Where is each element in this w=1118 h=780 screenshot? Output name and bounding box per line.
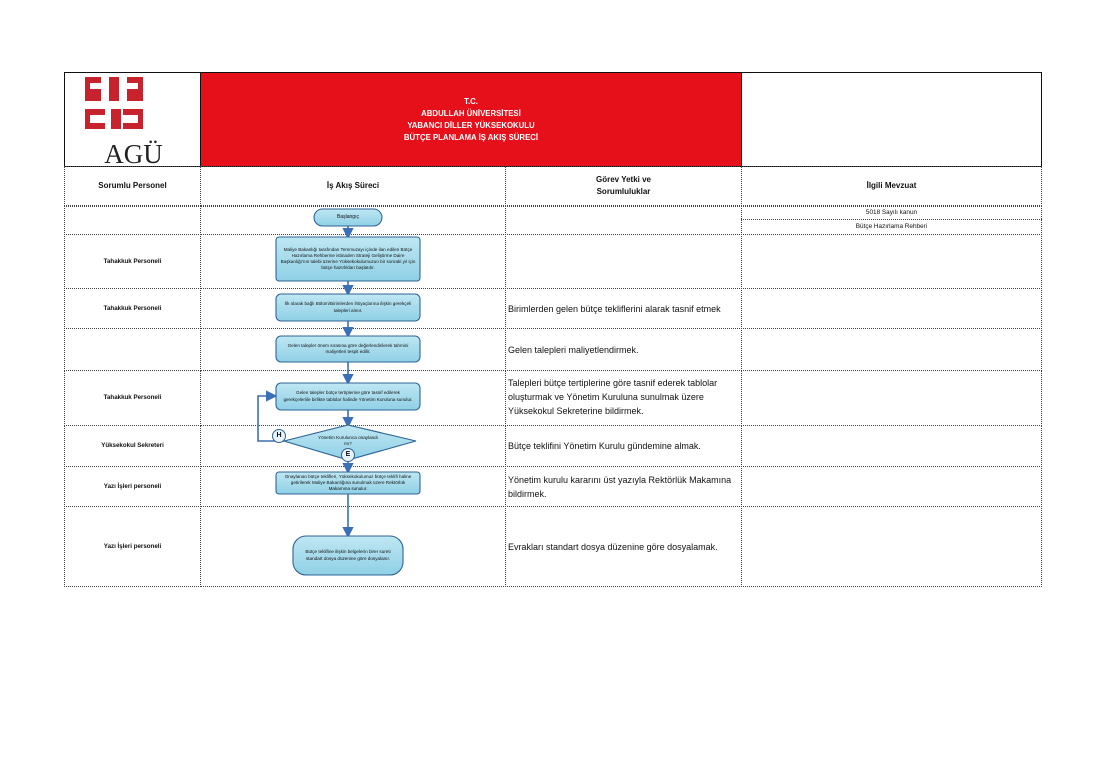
row-personnel: Yazı İşleri personeli — [103, 482, 162, 490]
col-header-process: İş Akış Süreci — [200, 166, 506, 206]
row-personnel: Tahakkuk Personeli — [103, 257, 162, 265]
start-label: Başlangıç — [337, 214, 359, 221]
title-line-1: T.C. — [464, 96, 478, 106]
legislation-item: 5018 Sayılı kanun — [865, 209, 918, 216]
title-line-4: BÜTÇE PLANLAMA İŞ AKIŞ SÜRECİ — [403, 132, 539, 142]
col-header-personnel: Sorumlu Personel — [64, 166, 201, 206]
no-label: H — [276, 431, 282, 439]
legislation-item: Bütçe Hazırlama Rehberi — [855, 223, 928, 230]
row-personnel: Tahakkuk Personeli — [103, 304, 162, 312]
row-personnel: Tahakkuk Personeli — [103, 394, 162, 401]
row-personnel: Yazı İşleri personeli — [103, 542, 162, 550]
row-personnel: Yüksekokul Sekreteri — [101, 442, 164, 449]
title-line-3: YABANCI DİLLER YÜKSEKOKULU — [407, 120, 535, 130]
title-line-2: ABDULLAH ÜNİVERSİTESİ — [421, 108, 521, 118]
row-task: Bütçe teklifini Yönetim Kurulu gündemine almak. — [508, 441, 701, 451]
step-2-text: İlk olarak bağlı Bölüm/Birimlerden ihtiyaçlarına ilişkin gerekçeli talepleri alınır. — [284, 301, 412, 313]
decision-text: Yönetim Kurulunca onaylandı mı? — [318, 434, 379, 446]
row-task: Evrakları standart dosya düzenine göre dosyalamak. — [508, 542, 718, 552]
step-5-text: Onaylanan bütçe teklifleri, Yüksekokulumuz bütçe teklifi haline getirilerek Maliye Bakanlığına sunulmak üzere Rektörlük Makamına sunulur. — [284, 473, 412, 492]
step-4-text: Gelen talepler bütçe tertiplerine göre tasnif edilerek gerekçeleriile birlikte tablolar halinde Yönetim Kuruluna sunulur. — [283, 390, 413, 402]
step-1-text: Maliye Bakanlığı tarafından Temmuzayı içinde ilan edilen Bütçe Hazırlama Rehberine istinaden Strateji Geliştirme Daire Başkanlığı'nın talebi üzerine Yüksekokulumuzun bir sonraki yıl için bütçe hazırlıkları başlatılır. — [280, 246, 416, 271]
logo-text: AGÜ — [104, 139, 163, 169]
yes-label: E — [345, 450, 351, 458]
row-task: Birimlerden gelen bütçe tekliflerini alarak tasnif etmek — [508, 304, 721, 314]
row-task: Yönetim kurulu kararını üst yazıyla Rektörlük Makamına bildirmek. — [508, 475, 732, 499]
end-text: Bütçe teklifine ilişkin belgelerin birer sureti standart dosya düzenine göre dosyalanır. — [305, 549, 391, 561]
col-header-legislation: İlgili Mevzuat — [741, 166, 1042, 206]
row-task: Gelen talepleri maliyetlendirmek. — [508, 345, 639, 355]
row-task: Talepleri bütçe tertiplerine göre tasnif ederek tablolar oluşturmak ve Yönetim Kuruluna sunulmak üzere Yüksekokul Sekreterine bildirmek. — [508, 378, 718, 416]
col-header-duties: Görev Yetki ve Sorumluluklar — [505, 166, 742, 206]
step-3-text: Gelen talepler önem sırasına göre değerlendirilerek tahmini maliyetleri tespit edilir. — [287, 342, 409, 354]
